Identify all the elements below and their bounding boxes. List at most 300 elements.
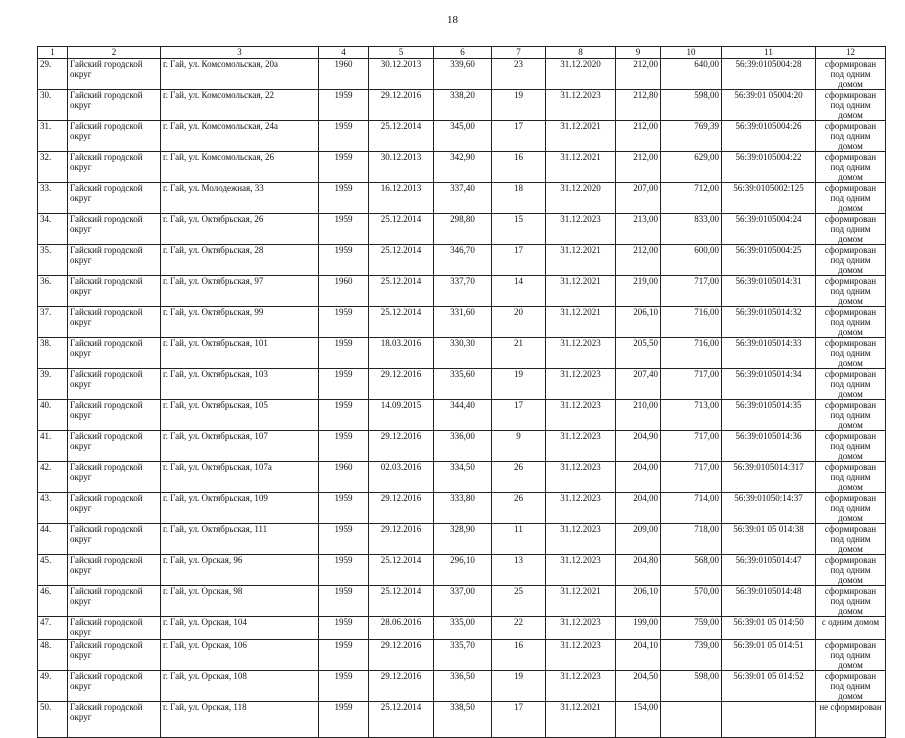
area-cell: 339,60 <box>434 59 492 90</box>
column-9-cell: 206,10 <box>616 307 661 338</box>
municipality-cell: Гайский городской округ <box>68 338 161 369</box>
residents-cell: 17 <box>492 245 546 276</box>
deadline-date-cell: 31.12.2020 <box>546 183 616 214</box>
deadline-date-cell: 31.12.2021 <box>546 307 616 338</box>
municipality-cell: Гайский городской округ <box>68 524 161 555</box>
residents-cell: 16 <box>492 640 546 671</box>
table-row <box>38 400 886 431</box>
area-cell: 344,40 <box>434 400 492 431</box>
table-row <box>38 307 886 338</box>
status-cell: сформирован под одним домом <box>816 369 886 400</box>
area-cell: 338,50 <box>434 702 492 738</box>
row-number-cell: 47. <box>38 617 68 640</box>
column-10-cell: 739,00 <box>661 640 722 671</box>
residents-cell: 17 <box>492 400 546 431</box>
column-9-cell: 206,10 <box>616 586 661 617</box>
address-cell: г. Гай, ул. Октябрьская, 101 <box>161 338 319 369</box>
column-10-cell: 598,00 <box>661 90 722 121</box>
build-year-cell: 1959 <box>319 702 369 738</box>
column-10-cell: 833,00 <box>661 214 722 245</box>
cadastral-number-cell <box>722 702 816 738</box>
column-10-cell <box>661 702 722 738</box>
inspection-date-cell: 18.03.2016 <box>369 338 434 369</box>
table-row <box>38 702 886 738</box>
address-cell: г. Гай, ул. Орская, 118 <box>161 702 319 738</box>
column-9-cell: 207,40 <box>616 369 661 400</box>
row-number-cell: 33. <box>38 183 68 214</box>
cadastral-number-cell: 56:39:01 05 014:52 <box>722 671 816 702</box>
status-cell: сформирован под одним домом <box>816 400 886 431</box>
column-10-cell: 716,00 <box>661 338 722 369</box>
column-9-cell: 204,10 <box>616 640 661 671</box>
deadline-date-cell: 31.12.2023 <box>546 555 616 586</box>
row-number-cell: 30. <box>38 90 68 121</box>
build-year-cell: 1960 <box>319 59 369 90</box>
municipality-cell: Гайский городской округ <box>68 307 161 338</box>
status-cell: сформирован под одним домом <box>816 276 886 307</box>
inspection-date-cell: 25.12.2014 <box>369 276 434 307</box>
column-9-cell: 199,00 <box>616 617 661 640</box>
column-10-cell: 629,00 <box>661 152 722 183</box>
inspection-date-cell: 29.12.2016 <box>369 524 434 555</box>
area-cell: 337,00 <box>434 586 492 617</box>
cadastral-number-cell: 56:39:01 05 014:51 <box>722 640 816 671</box>
area-cell: 335,70 <box>434 640 492 671</box>
status-cell: сформирован под одним домом <box>816 524 886 555</box>
build-year-cell: 1959 <box>319 307 369 338</box>
area-cell: 342,90 <box>434 152 492 183</box>
column-header: 9 <box>616 47 661 59</box>
inspection-date-cell: 30.12.2013 <box>369 152 434 183</box>
municipality-cell: Гайский городской округ <box>68 59 161 90</box>
status-cell: сформирован под одним домом <box>816 90 886 121</box>
residents-cell: 11 <box>492 524 546 555</box>
column-10-cell: 712,00 <box>661 183 722 214</box>
row-number-cell: 38. <box>38 338 68 369</box>
inspection-date-cell: 02.03.2016 <box>369 462 434 493</box>
inspection-date-cell: 29.12.2016 <box>369 640 434 671</box>
table-row <box>38 640 886 671</box>
build-year-cell: 1959 <box>319 152 369 183</box>
build-year-cell: 1959 <box>319 431 369 462</box>
column-10-cell: 568,00 <box>661 555 722 586</box>
row-number-cell: 48. <box>38 640 68 671</box>
deadline-date-cell: 31.12.2023 <box>546 400 616 431</box>
area-cell: 296,10 <box>434 555 492 586</box>
deadline-date-cell: 31.12.2023 <box>546 90 616 121</box>
row-number-cell: 42. <box>38 462 68 493</box>
column-9-cell: 210,00 <box>616 400 661 431</box>
residents-cell: 26 <box>492 493 546 524</box>
row-number-cell: 29. <box>38 59 68 90</box>
column-9-cell: 212,00 <box>616 59 661 90</box>
column-9-cell: 213,00 <box>616 214 661 245</box>
address-cell: г. Гай, ул. Октябрьская, 107 <box>161 431 319 462</box>
residents-cell: 19 <box>492 90 546 121</box>
table-body <box>38 59 886 738</box>
residents-cell: 15 <box>492 214 546 245</box>
column-9-cell: 212,00 <box>616 245 661 276</box>
column-header: 1 <box>38 47 68 59</box>
municipality-cell: Гайский городской округ <box>68 183 161 214</box>
column-10-cell: 717,00 <box>661 431 722 462</box>
residents-cell: 17 <box>492 702 546 738</box>
build-year-cell: 1960 <box>319 462 369 493</box>
status-cell: сформирован под одним домом <box>816 431 886 462</box>
address-cell: г. Гай, ул. Комсомольская, 26 <box>161 152 319 183</box>
column-9-cell: 205,50 <box>616 338 661 369</box>
cadastral-number-cell: 56:39:0105004:24 <box>722 214 816 245</box>
status-cell: сформирован под одним домом <box>816 493 886 524</box>
area-cell: 337,40 <box>434 183 492 214</box>
deadline-date-cell: 31.12.2020 <box>546 59 616 90</box>
deadline-date-cell: 31.12.2021 <box>546 121 616 152</box>
area-cell: 335,60 <box>434 369 492 400</box>
row-number-cell: 44. <box>38 524 68 555</box>
column-header: 6 <box>434 47 492 59</box>
status-cell: сформирован под одним домом <box>816 555 886 586</box>
row-number-cell: 46. <box>38 586 68 617</box>
address-cell: г. Гай, ул. Орская, 96 <box>161 555 319 586</box>
column-9-cell: 204,90 <box>616 431 661 462</box>
row-number-cell: 31. <box>38 121 68 152</box>
status-cell: сформирован под одним домом <box>816 152 886 183</box>
cadastral-number-cell: 56:39:0105014:33 <box>722 338 816 369</box>
status-cell: сформирован под одним домом <box>816 640 886 671</box>
build-year-cell: 1959 <box>319 121 369 152</box>
table-row <box>38 431 886 462</box>
column-10-cell: 570,00 <box>661 586 722 617</box>
area-cell: 337,70 <box>434 276 492 307</box>
column-10-cell: 640,00 <box>661 59 722 90</box>
inspection-date-cell: 25.12.2014 <box>369 214 434 245</box>
row-number-cell: 32. <box>38 152 68 183</box>
municipality-cell: Гайский городской округ <box>68 152 161 183</box>
address-cell: г. Гай, ул. Орская, 106 <box>161 640 319 671</box>
column-header: 4 <box>319 47 369 59</box>
column-9-cell: 209,00 <box>616 524 661 555</box>
inspection-date-cell: 14.09.2015 <box>369 400 434 431</box>
address-cell: г. Гай, ул. Орская, 98 <box>161 586 319 617</box>
inspection-date-cell: 25.12.2014 <box>369 555 434 586</box>
address-cell: г. Гай, ул. Комсомольская, 22 <box>161 90 319 121</box>
residents-cell: 20 <box>492 307 546 338</box>
municipality-cell: Гайский городской округ <box>68 462 161 493</box>
table-row <box>38 586 886 617</box>
row-number-cell: 43. <box>38 493 68 524</box>
inspection-date-cell: 25.12.2014 <box>369 121 434 152</box>
column-10-cell: 718,00 <box>661 524 722 555</box>
area-cell: 335,00 <box>434 617 492 640</box>
municipality-cell: Гайский городской округ <box>68 586 161 617</box>
status-cell: сформирован под одним домом <box>816 183 886 214</box>
deadline-date-cell: 31.12.2023 <box>546 431 616 462</box>
column-10-cell: 714,00 <box>661 493 722 524</box>
address-cell: г. Гай, ул. Октябрьская, 99 <box>161 307 319 338</box>
table-row <box>38 152 886 183</box>
area-cell: 345,00 <box>434 121 492 152</box>
page-number: 18 <box>447 14 458 26</box>
table-row <box>38 671 886 702</box>
column-10-cell: 769,39 <box>661 121 722 152</box>
deadline-date-cell: 31.12.2021 <box>546 586 616 617</box>
build-year-cell: 1960 <box>319 276 369 307</box>
inspection-date-cell: 25.12.2014 <box>369 307 434 338</box>
inspection-date-cell: 29.12.2016 <box>369 431 434 462</box>
build-year-cell: 1959 <box>319 400 369 431</box>
municipality-cell: Гайский городской округ <box>68 702 161 738</box>
municipality-cell: Гайский городской округ <box>68 640 161 671</box>
cadastral-number-cell: 56:39:01 05 014:38 <box>722 524 816 555</box>
municipality-cell: Гайский городской округ <box>68 617 161 640</box>
cadastral-number-cell: 56:39:0105014:35 <box>722 400 816 431</box>
table-row <box>38 369 886 400</box>
column-9-cell: 212,80 <box>616 90 661 121</box>
status-cell: сформирован под одним домом <box>816 59 886 90</box>
area-cell: 336,00 <box>434 431 492 462</box>
municipality-cell: Гайский городской округ <box>68 121 161 152</box>
inspection-date-cell: 25.12.2014 <box>369 245 434 276</box>
cadastral-number-cell: 56:39:0105014:32 <box>722 307 816 338</box>
row-number-cell: 41. <box>38 431 68 462</box>
address-cell: г. Гай, ул. Орская, 104 <box>161 617 319 640</box>
build-year-cell: 1959 <box>319 214 369 245</box>
deadline-date-cell: 31.12.2023 <box>546 462 616 493</box>
address-cell: г. Гай, ул. Октябрьская, 111 <box>161 524 319 555</box>
column-header: 5 <box>369 47 434 59</box>
inspection-date-cell: 29.12.2016 <box>369 90 434 121</box>
deadline-date-cell: 31.12.2021 <box>546 152 616 183</box>
build-year-cell: 1959 <box>319 90 369 121</box>
status-cell: сформирован под одним домом <box>816 245 886 276</box>
inspection-date-cell: 16.12.2013 <box>369 183 434 214</box>
status-cell: сформирован под одним домом <box>816 462 886 493</box>
column-header: 11 <box>722 47 816 59</box>
residents-cell: 21 <box>492 338 546 369</box>
build-year-cell: 1959 <box>319 555 369 586</box>
address-cell: г. Гай, ул. Октябрьская, 107а <box>161 462 319 493</box>
row-number-cell: 37. <box>38 307 68 338</box>
column-9-cell: 154,00 <box>616 702 661 738</box>
table-row <box>38 121 886 152</box>
deadline-date-cell: 31.12.2023 <box>546 640 616 671</box>
cadastral-number-cell: 56:39:0105014:36 <box>722 431 816 462</box>
status-cell: сформирован под одним домом <box>816 307 886 338</box>
table-row <box>38 214 886 245</box>
column-header: 12 <box>816 47 886 59</box>
build-year-cell: 1959 <box>319 586 369 617</box>
municipality-cell: Гайский городской округ <box>68 276 161 307</box>
row-number-cell: 50. <box>38 702 68 738</box>
area-cell: 331,60 <box>434 307 492 338</box>
address-cell: г. Гай, ул. Октябрьская, 103 <box>161 369 319 400</box>
column-9-cell: 212,00 <box>616 121 661 152</box>
municipality-cell: Гайский городской округ <box>68 555 161 586</box>
deadline-date-cell: 31.12.2023 <box>546 369 616 400</box>
column-9-cell: 204,00 <box>616 462 661 493</box>
row-number-cell: 35. <box>38 245 68 276</box>
column-9-cell: 207,00 <box>616 183 661 214</box>
inspection-date-cell: 28.06.2016 <box>369 617 434 640</box>
residents-cell: 25 <box>492 586 546 617</box>
cadastral-number-cell: 56:39:0105014:34 <box>722 369 816 400</box>
build-year-cell: 1959 <box>319 640 369 671</box>
build-year-cell: 1959 <box>319 245 369 276</box>
inspection-date-cell: 25.12.2014 <box>369 586 434 617</box>
address-cell: г. Гай, ул. Октябрьская, 97 <box>161 276 319 307</box>
area-cell: 328,90 <box>434 524 492 555</box>
residents-cell: 14 <box>492 276 546 307</box>
column-9-cell: 204,80 <box>616 555 661 586</box>
municipality-cell: Гайский городской округ <box>68 400 161 431</box>
row-number-cell: 40. <box>38 400 68 431</box>
cadastral-number-cell: 56:39:01050:14:37 <box>722 493 816 524</box>
address-cell: г. Гай, ул. Октябрьская, 28 <box>161 245 319 276</box>
column-9-cell: 204,50 <box>616 671 661 702</box>
column-10-cell: 759,00 <box>661 617 722 640</box>
cadastral-number-cell: 56:39:0105014:317 <box>722 462 816 493</box>
cadastral-number-cell: 56:39:01 05 014:50 <box>722 617 816 640</box>
municipality-cell: Гайский городской округ <box>68 431 161 462</box>
residents-cell: 9 <box>492 431 546 462</box>
residents-cell: 17 <box>492 121 546 152</box>
residents-cell: 13 <box>492 555 546 586</box>
area-cell: 336,50 <box>434 671 492 702</box>
row-number-cell: 39. <box>38 369 68 400</box>
municipality-cell: Гайский городской округ <box>68 214 161 245</box>
municipality-cell: Гайский городской округ <box>68 245 161 276</box>
build-year-cell: 1959 <box>319 671 369 702</box>
address-cell: г. Гай, ул. Комсомольская, 24а <box>161 121 319 152</box>
build-year-cell: 1959 <box>319 338 369 369</box>
table-row <box>38 617 886 640</box>
build-year-cell: 1959 <box>319 183 369 214</box>
cadastral-number-cell: 56:39:0105014:47 <box>722 555 816 586</box>
column-header: 3 <box>161 47 319 59</box>
deadline-date-cell: 31.12.2021 <box>546 276 616 307</box>
build-year-cell: 1959 <box>319 617 369 640</box>
row-number-cell: 49. <box>38 671 68 702</box>
cadastral-number-cell: 56:39:0105004:25 <box>722 245 816 276</box>
municipality-cell: Гайский городской округ <box>68 671 161 702</box>
table-row <box>38 555 886 586</box>
residents-cell: 22 <box>492 617 546 640</box>
table-row <box>38 524 886 555</box>
build-year-cell: 1959 <box>319 524 369 555</box>
column-10-cell: 717,00 <box>661 276 722 307</box>
inspection-date-cell: 29.12.2016 <box>369 369 434 400</box>
municipality-cell: Гайский городской округ <box>68 90 161 121</box>
address-cell: г. Гай, ул. Октябрьская, 109 <box>161 493 319 524</box>
build-year-cell: 1959 <box>319 369 369 400</box>
status-cell: сформирован под одним домом <box>816 671 886 702</box>
register-table <box>37 46 886 738</box>
area-cell: 333,80 <box>434 493 492 524</box>
address-cell: г. Гай, ул. Комсомольская, 20а <box>161 59 319 90</box>
inspection-date-cell: 29.12.2016 <box>369 493 434 524</box>
deadline-date-cell: 31.12.2023 <box>546 617 616 640</box>
area-cell: 338,20 <box>434 90 492 121</box>
cadastral-number-cell: 56:39:0105004:26 <box>722 121 816 152</box>
deadline-date-cell: 31.12.2023 <box>546 524 616 555</box>
residents-cell: 23 <box>492 59 546 90</box>
inspection-date-cell: 30.12.2013 <box>369 59 434 90</box>
column-9-cell: 219,00 <box>616 276 661 307</box>
table-row <box>38 493 886 524</box>
table-row <box>38 245 886 276</box>
build-year-cell: 1959 <box>319 493 369 524</box>
cadastral-number-cell: 56:39:01 05004:20 <box>722 90 816 121</box>
column-header: 8 <box>546 47 616 59</box>
municipality-cell: Гайский городской округ <box>68 493 161 524</box>
area-cell: 346,70 <box>434 245 492 276</box>
status-cell: сформирован под одним домом <box>816 586 886 617</box>
table-row <box>38 59 886 90</box>
deadline-date-cell: 31.12.2023 <box>546 338 616 369</box>
cadastral-number-cell: 56:39:0105014:31 <box>722 276 816 307</box>
cadastral-number-cell: 56:39:0105014:48 <box>722 586 816 617</box>
cadastral-number-cell: 56:39:0105004:22 <box>722 152 816 183</box>
cadastral-number-cell: 56:39:0105004:28 <box>722 59 816 90</box>
status-cell: сформирован под одним домом <box>816 121 886 152</box>
area-cell: 330,30 <box>434 338 492 369</box>
cadastral-number-cell: 56:39:0105002:125 <box>722 183 816 214</box>
residents-cell: 19 <box>492 369 546 400</box>
inspection-date-cell: 29.12.2016 <box>369 671 434 702</box>
inspection-date-cell: 25.12.2014 <box>369 702 434 738</box>
column-header: 10 <box>661 47 722 59</box>
row-number-cell: 34. <box>38 214 68 245</box>
column-10-cell: 717,00 <box>661 369 722 400</box>
column-10-cell: 600,00 <box>661 245 722 276</box>
deadline-date-cell: 31.12.2021 <box>546 702 616 738</box>
residents-cell: 18 <box>492 183 546 214</box>
residents-cell: 26 <box>492 462 546 493</box>
table-row <box>38 338 886 369</box>
address-cell: г. Гай, ул. Октябрьская, 105 <box>161 400 319 431</box>
address-cell: г. Гай, ул. Октябрьская, 26 <box>161 214 319 245</box>
row-number-cell: 36. <box>38 276 68 307</box>
table-row <box>38 90 886 121</box>
table-row <box>38 462 886 493</box>
table-row <box>38 183 886 214</box>
table-header <box>38 47 886 59</box>
column-10-cell: 716,00 <box>661 307 722 338</box>
status-cell: не сформирован <box>816 702 886 738</box>
column-header: 2 <box>68 47 161 59</box>
deadline-date-cell: 31.12.2023 <box>546 493 616 524</box>
residents-cell: 19 <box>492 671 546 702</box>
row-number-cell: 45. <box>38 555 68 586</box>
status-cell: с одним домом <box>816 617 886 640</box>
column-9-cell: 204,00 <box>616 493 661 524</box>
table-row <box>38 276 886 307</box>
deadline-date-cell: 31.12.2021 <box>546 245 616 276</box>
address-cell: г. Гай, ул. Орская, 108 <box>161 671 319 702</box>
column-10-cell: 717,00 <box>661 462 722 493</box>
deadline-date-cell: 31.12.2023 <box>546 214 616 245</box>
header-row <box>38 47 886 59</box>
column-9-cell: 212,00 <box>616 152 661 183</box>
status-cell: сформирован под одним домом <box>816 338 886 369</box>
deadline-date-cell: 31.12.2023 <box>546 671 616 702</box>
residents-cell: 16 <box>492 152 546 183</box>
column-10-cell: 713,00 <box>661 400 722 431</box>
area-cell: 334,50 <box>434 462 492 493</box>
area-cell: 298,80 <box>434 214 492 245</box>
column-10-cell: 598,00 <box>661 671 722 702</box>
municipality-cell: Гайский городской округ <box>68 369 161 400</box>
